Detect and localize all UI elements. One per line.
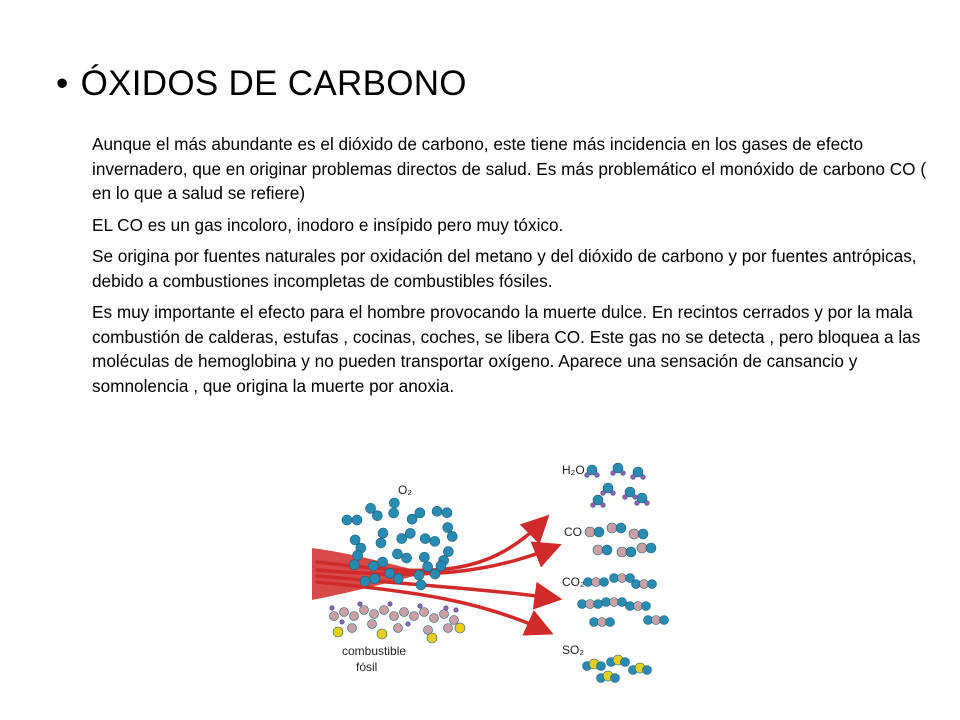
oxygen-atom (578, 600, 587, 609)
sulfur-atom (333, 627, 343, 637)
oxygen-atom (447, 531, 457, 541)
oxygen-atom (594, 600, 603, 609)
oxygen-atom (646, 543, 656, 553)
oxygen-atom (414, 570, 424, 580)
carbon-atom (360, 606, 369, 615)
oxygen-atom (353, 550, 363, 560)
paragraph-2: EL CO es un gas incoloro, inodoro e insípido pero muy tóxico. (92, 214, 564, 235)
carbon-atom (420, 608, 429, 617)
carbon-atom (610, 598, 619, 607)
carbon-atom (440, 610, 449, 619)
oxygen-atom (602, 545, 612, 555)
title-bullet: • (56, 64, 69, 103)
title-text: ÓXIDOS DE CARBONO (80, 64, 467, 103)
hydrogen-atom (591, 503, 596, 508)
oxygen-atom (643, 666, 652, 675)
oxygen-atom (584, 578, 593, 587)
carbon-atom (444, 624, 453, 633)
carbon-atom (592, 578, 601, 587)
carbon-atom (629, 529, 639, 539)
carbon-atom (394, 624, 403, 633)
oxygen-atom (405, 528, 415, 538)
oxygen-atom (423, 562, 433, 572)
carbon-atom (340, 608, 349, 617)
carbon-atom (350, 612, 359, 621)
oxygen-atom (442, 508, 452, 518)
hydrogen-atom (645, 501, 650, 506)
hydrogen-atom (621, 471, 626, 476)
hydrogen-atom (595, 473, 600, 478)
oxygen-atom (407, 514, 417, 524)
oxygen-atom (642, 602, 651, 611)
oxygen-atom (626, 602, 635, 611)
oxygen-atom (420, 534, 430, 544)
slide-title (56, 64, 467, 104)
carbon-atom (330, 612, 339, 621)
oxygen-atom (419, 552, 429, 562)
oxygen-atom (416, 580, 426, 590)
oxygen-atom (626, 547, 636, 557)
oxygen-atom (432, 506, 442, 516)
carbon-atom (634, 602, 643, 611)
oxygen-atom (402, 553, 412, 563)
hydrogen-atom (585, 473, 590, 478)
carbon-atom (640, 580, 649, 589)
oxygen-atom (443, 523, 453, 533)
oxygen-atom (660, 616, 669, 625)
label-h2o: H₂O (562, 463, 585, 477)
oxygen-atom (368, 561, 378, 571)
sulfur-atom (377, 629, 387, 639)
oxygen-atom (594, 527, 604, 537)
oxygen-atom (648, 580, 657, 589)
carbon-atom (618, 574, 627, 583)
oxygen-atom (611, 674, 620, 683)
hydrogen-atom (633, 495, 638, 500)
oxygen-atom (349, 560, 359, 570)
hydrogen-atom (444, 606, 448, 610)
oxygen-atom (644, 616, 653, 625)
carbon-atom (368, 620, 377, 629)
carbon-atom (410, 612, 419, 621)
oxygen-atom (393, 574, 403, 584)
oxygen-atom (616, 523, 626, 533)
paragraph-3: Se origina por fuentes naturales por oxidación del metano y del dióxido de carbono y por fuentes antrópicas, debido a combustiones incompletas de combustibles fósiles. (92, 246, 917, 291)
oxygen-atom (621, 658, 630, 667)
label-co: CO (564, 525, 582, 539)
carbon-atom (348, 624, 357, 633)
oxygen-atom (632, 580, 641, 589)
hydrogen-atom (358, 602, 362, 606)
label-o2: O₂ (398, 483, 412, 497)
carbon-atom (450, 616, 459, 625)
hydrogen-atom (635, 501, 640, 506)
oxygen-atom (443, 547, 453, 557)
oxygen-atom (352, 515, 362, 525)
hydrogen-atom (623, 495, 628, 500)
carbon-atom (400, 608, 409, 617)
oxygen-atom (342, 515, 352, 525)
hydrogen-atom (418, 604, 422, 608)
oxygen-atom (360, 576, 370, 586)
oxygen-atom (606, 618, 615, 627)
slide-body (92, 132, 932, 405)
oxygen-atom (376, 538, 386, 548)
hydrogen-atom (388, 602, 392, 606)
hydrogen-atom (406, 622, 410, 626)
carbon-atom (607, 523, 617, 533)
carbon-atom (598, 618, 607, 627)
oxygen-atom (610, 574, 619, 583)
paragraph-4: Es muy importante el efecto para el hombre provocando la muerte dulce. En recintos cerrados y por la mala combustión de calderas, estufas , cocinas, coches, se libera CO. Este gas no se detecta , pero bloquea a las moléculas de hemoglobina y no pueden transportar oxígeno. Aparece una sensación de cansancio y somnolencia , que origina la muerte por anoxia. (92, 302, 921, 396)
oxygen-atom (430, 569, 440, 579)
carbon-atom (593, 545, 603, 555)
carbon-atom (430, 614, 439, 623)
hydrogen-atom (454, 608, 458, 612)
oxygen-atom (618, 598, 627, 607)
oxygen-atom (638, 529, 648, 539)
oxygen-atom (378, 557, 388, 567)
oxygen-atom (389, 508, 399, 518)
carbon-atom (637, 543, 647, 553)
carbon-atom (585, 527, 595, 537)
oxygen-atom (378, 528, 388, 538)
paragraph-1: Aunque el más abundante es el dióxido de carbono, este tiene más incidencia en los gases de efecto invernadero, que en originar problemas directos de salud. Es más problemático el monóxido de carbono CO ( en lo que a salud se refiere) (92, 134, 927, 203)
hydrogen-atom (330, 606, 334, 610)
carbon-atom (586, 600, 595, 609)
oxygen-atom (389, 498, 399, 508)
hydrogen-atom (601, 491, 606, 496)
oxygen-atom (370, 574, 380, 584)
oxygen-atom (372, 511, 382, 521)
combustion-diagram-svg (312, 452, 682, 690)
carbon-atom (370, 610, 379, 619)
oxygen-atom (392, 549, 402, 559)
hydrogen-atom (601, 503, 606, 508)
hydrogen-atom (611, 491, 616, 496)
carbon-atom (652, 616, 661, 625)
oxygen-atom (397, 534, 407, 544)
sulfur-atom (427, 633, 437, 643)
oxygen-atom (602, 598, 611, 607)
carbon-atom (617, 547, 627, 557)
oxygen-atom (600, 578, 609, 587)
carbon-atom (390, 612, 399, 621)
hydrogen-atom (340, 620, 344, 624)
hydrogen-atom (611, 471, 616, 476)
label-fuel-line2: fósil (356, 660, 378, 674)
sulfur-atom (455, 623, 465, 633)
label-co2: CO₂ (562, 575, 585, 589)
label-so2: SO₂ (562, 643, 584, 657)
oxygen-atom (597, 662, 606, 671)
label-fuel-line1: combustible (342, 644, 407, 658)
hydrogen-atom (631, 475, 636, 480)
combustion-diagram (312, 452, 682, 690)
oxygen-atom (430, 536, 440, 546)
oxygen-atom (590, 618, 599, 627)
carbon-atom (380, 606, 389, 615)
hydrogen-atom (641, 475, 646, 480)
